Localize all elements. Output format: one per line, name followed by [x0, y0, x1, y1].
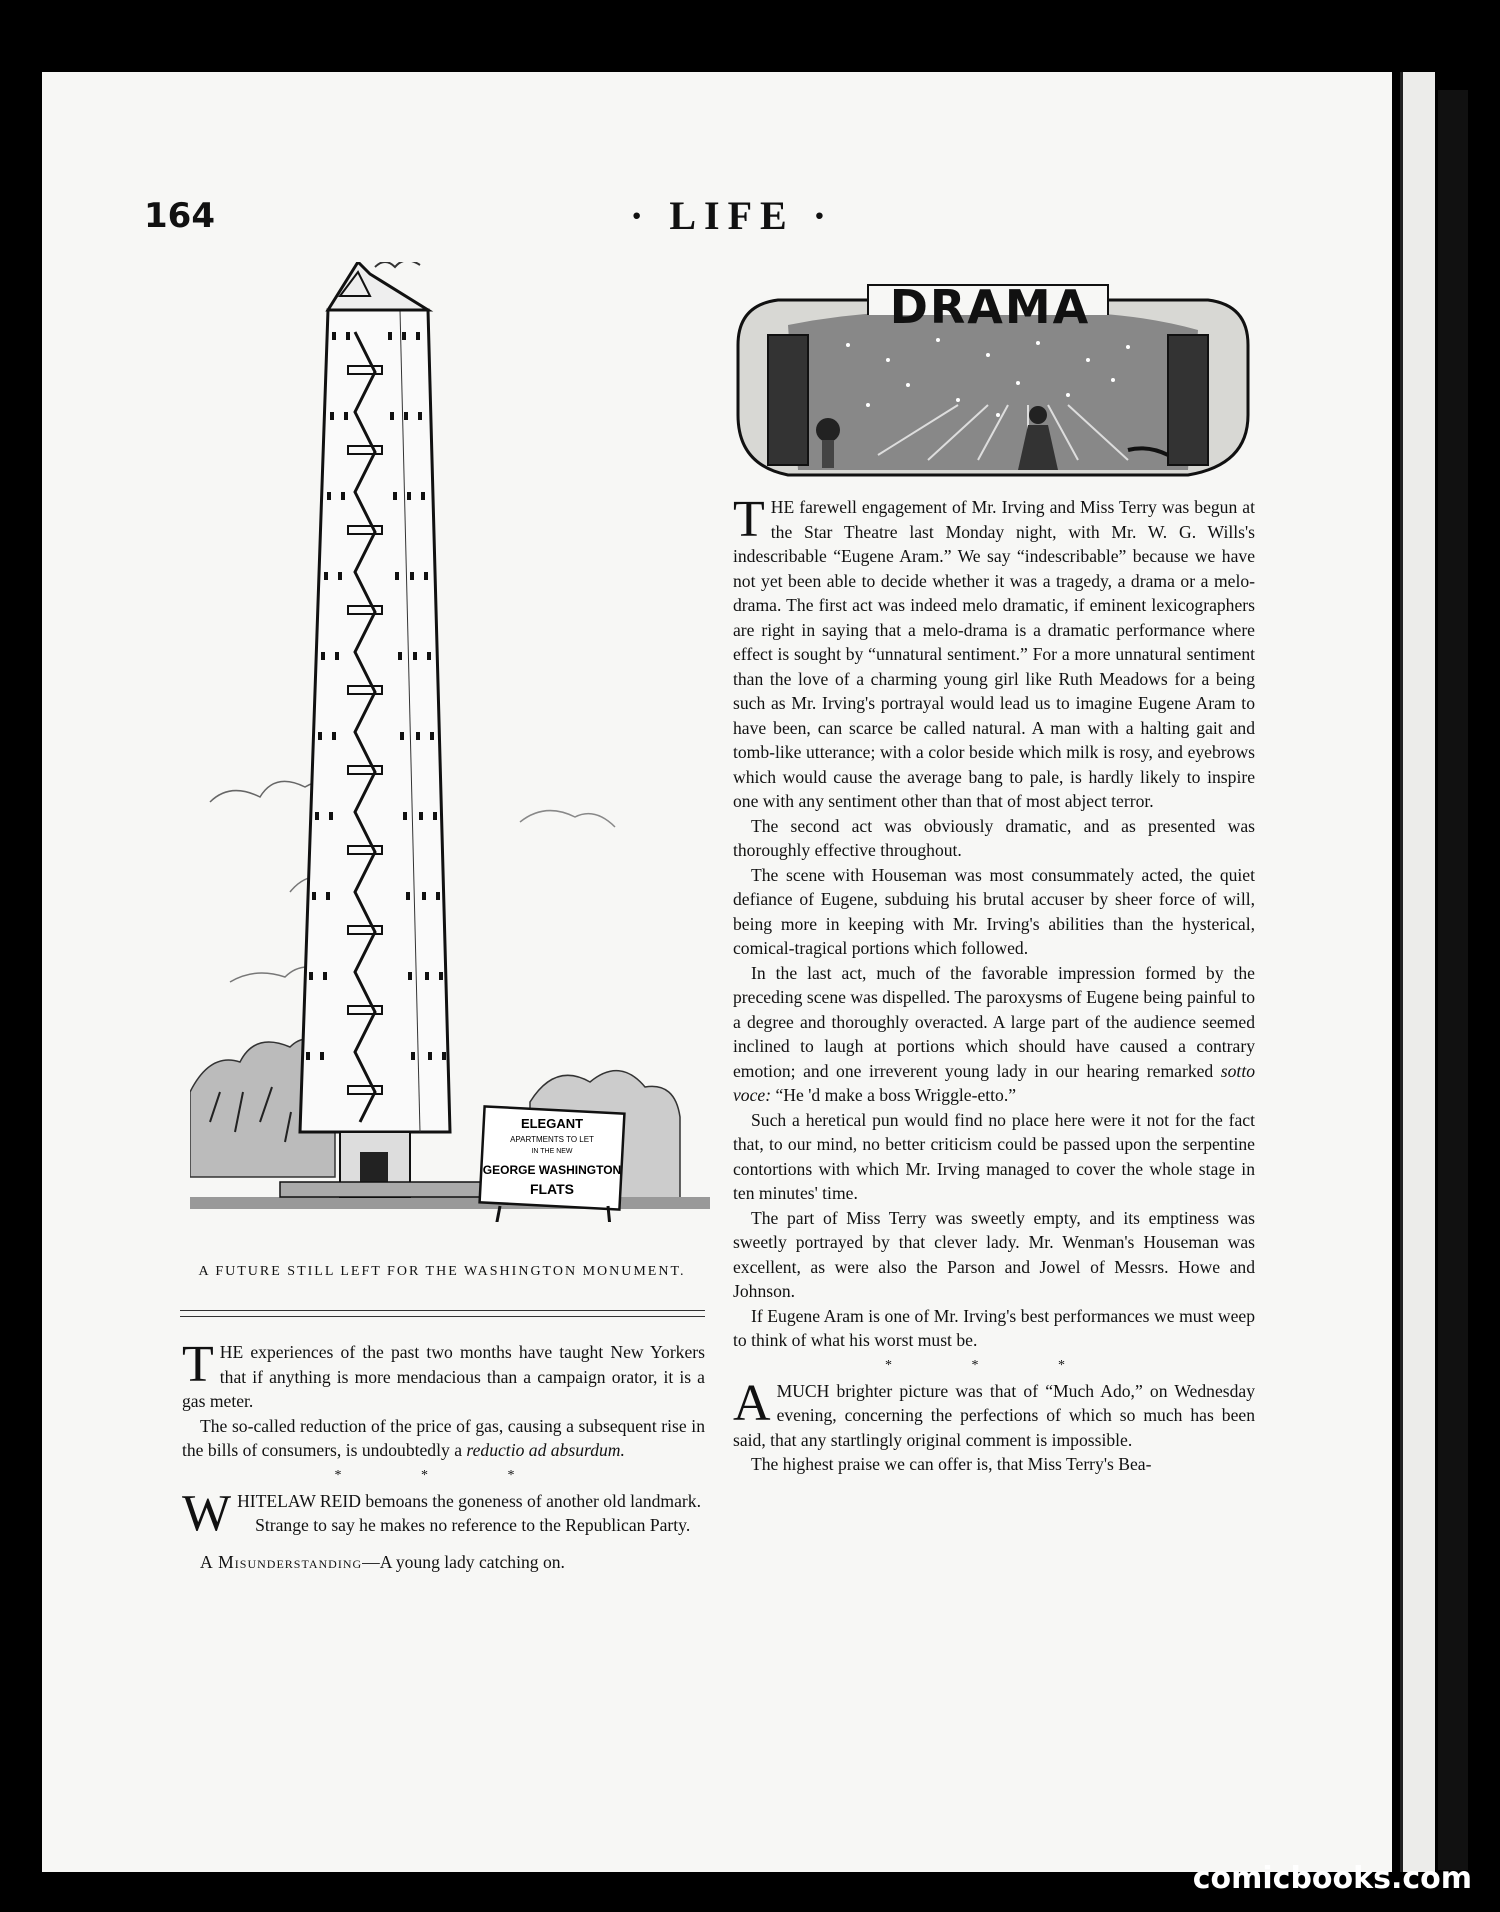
- illustration-caption: A FUTURE STILL LEFT FOR THE WASHINGTON MONUMENT.: [198, 1264, 686, 1279]
- right-column: [733, 491, 1255, 1477]
- gas-italic: reductio ad absurdum.: [466, 1440, 625, 1460]
- drama-text-1: HE farewell engagement of Mr. Irving and Miss Terry was begun at the Star Theatre last Monday night, with Mr. W. G. Wills's indescribable “Eugene Aram.” We say “indescribable” because we have not yet been able to decide whether it was a tragedy, a drama or a melo-drama. The first act was indeed melo dramatic, if eminent lexicographers are right in saying that a melo-drama is a dramatic performance where effect is sought by “unnatural sentiment.” For a more unnatural sentiment than the love of a charming young girl like Ruth Meadows for a being such as Mr. Irving's portrayal would lead us to imagine Eugene Aram to have been, can scarce be called natural. A man with a halting gait and tomb-like utterance; with a color beside which milk is rosy, and eyebrows which would cause the average bang to pale, is hardly likely to inspire one with any sentiment other than that of most abject terror.: [733, 497, 1255, 811]
- sign-line-5: FLATS: [529, 1181, 575, 1197]
- misunderstanding-paragraph: [182, 1550, 705, 1575]
- drama-title: DRAMA: [889, 280, 1091, 334]
- drama-italic: sotto voce:: [733, 1060, 1255, 1105]
- next-page-edge: [1400, 72, 1435, 1872]
- drama-banner: [728, 265, 1253, 490]
- drama-text-8: MUCH brighter picture was that of “Much Ado,” on Wednesday evening, concerning the perfections of which so much has been said, that any startlingly original comment is impossible.: [733, 1380, 1255, 1450]
- drop-cap: W: [182, 1484, 232, 1542]
- watermark: comicbooks.com: [1192, 1861, 1472, 1896]
- apartment-sign: [480, 1106, 625, 1222]
- drop-cap: T: [182, 1336, 214, 1393]
- drama-paragraph-3: The scene with Houseman was most consummately acted, the quiet defiance of Eugene, subduing his brutal accuser by sheer force of will, being more in keeping with Mr. Irving's abilities than the hysterical, comical-tragical portions which followed.: [733, 864, 1255, 958]
- section-stars: * * *: [334, 1467, 553, 1483]
- reid-text-1: HITELAW REID bemoans the goneness of another old landmark.: [237, 1490, 701, 1511]
- left-column: [182, 1336, 705, 1574]
- drama-text-4-end: “He 'd make a boss Wriggle-etto.”: [771, 1085, 1017, 1105]
- drop-cap: A: [733, 1374, 771, 1432]
- drama-paragraph-2: The second act was obviously dramatic, and as presented was thoroughly effective throughout.: [733, 815, 1255, 860]
- sign-line-3: IN THE NEW: [531, 1148, 573, 1155]
- section-stars: * * *: [885, 1357, 1103, 1373]
- masthead: · LIFE ·: [630, 193, 835, 238]
- drama-paragraph-6: The part of Miss Terry was sweetly empty, and its emptiness was sweetly portrayed by that clever lady. Mr. Wenman's Houseman was excellent, as were also the Parson and Jowel of Messrs. Howe and Johnson.: [733, 1207, 1255, 1301]
- reid-paragraph-2: Strange to say he makes no reference to the Republican Party.: [255, 1515, 691, 1535]
- drama-paragraph-7: If Eugene Aram is one of Mr. Irving's best performances we must weep to think of what his worst must be.: [733, 1305, 1255, 1350]
- sign-line-4: GEORGE WASHINGTON: [482, 1163, 622, 1177]
- drama-paragraph-4: [733, 961, 1255, 1108]
- binding-shadow: [1438, 90, 1468, 1870]
- drama-text-4: In the last act, much of the favorable impression formed by the preceding scene was dispelled. The paroxysms of Eugene being painful to a degree and thoroughly overacted. A large part of the audience seemed inclined to laugh at portions which should have caused a contrary emotion; and one irreverent young lady in our hearing remarked: [733, 962, 1255, 1081]
- page-number: 164: [144, 196, 215, 236]
- gas-text-1: HE experiences of the past two months have taught New Yorkers that if anything is more mendacious than a campaign orator, it is a gas meter.: [182, 1342, 705, 1411]
- sign-line-2: APARTMENTS TO LET: [510, 1135, 594, 1144]
- section-divider: [180, 1310, 705, 1317]
- gas-text-2: The so-called reduction of the price of gas, causing a subsequent rise in the bills of consumers, is undoubtedly a: [182, 1415, 705, 1460]
- drama-paragraph-5: Such a heretical pun would find no place here were it not for the fact that, to our mind, no better criticism could be passed upon the serpentine contortions with which Mr. Irving managed to cover the whole stage in ten minutes' time.: [733, 1109, 1255, 1203]
- monument-illustration: [190, 262, 710, 1222]
- drama-paragraph-8: [733, 1374, 1255, 1453]
- misunderstanding-lead: A Misunderstanding: [200, 1551, 363, 1572]
- drama-paragraph-1: [733, 491, 1255, 814]
- drama-paragraph-9: The highest praise we can offer is, that Miss Terry's Bea-: [751, 1454, 1152, 1474]
- misunderstanding-text: —A young lady catching on.: [362, 1551, 565, 1572]
- drop-cap: T: [733, 491, 765, 548]
- gas-paragraph-2: [182, 1414, 705, 1463]
- sign-line-1: ELEGANT: [520, 1116, 584, 1131]
- gas-paragraph-1: [182, 1336, 705, 1414]
